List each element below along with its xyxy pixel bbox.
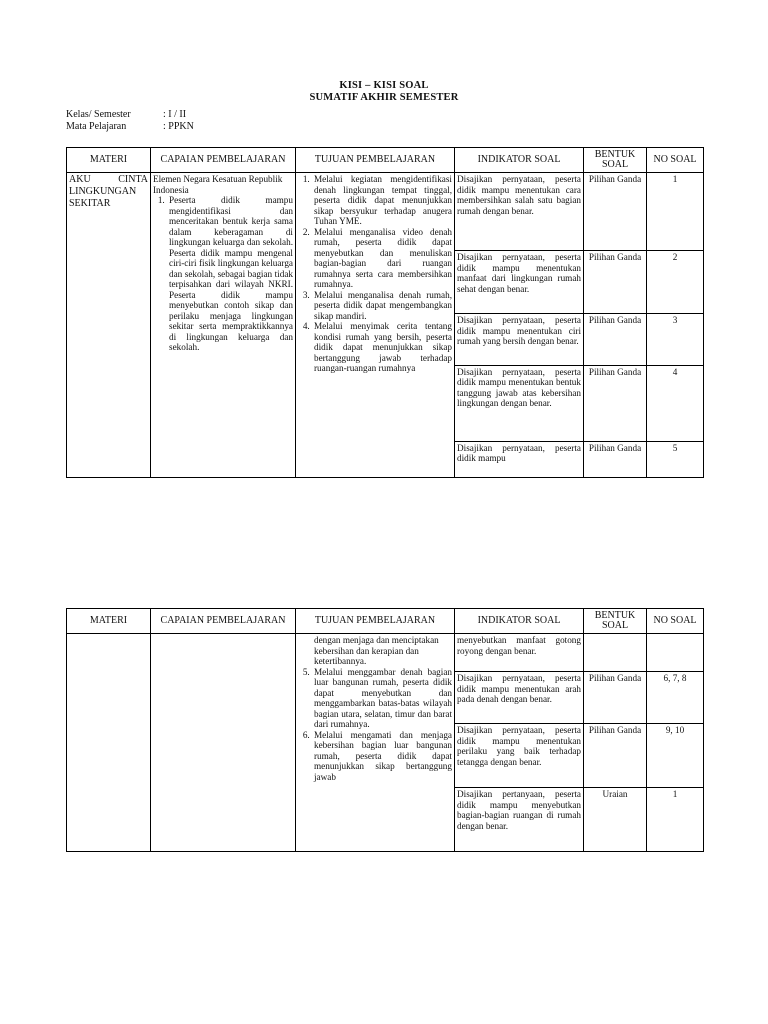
tujuan-item-2: 2. Melalui menganalisa video denah rumah, peserta didik dapat menyebutkan dan menuliskan bagian-bagian dari ruangan rumahnya serta cara membersihkan rumahnya. xyxy=(312,227,452,290)
materi-cell: AKU CINTA LINGKUNGAN SEKITAR xyxy=(67,173,151,478)
no-cell: 1 xyxy=(647,788,704,852)
col-header-materi: MATERI xyxy=(67,609,151,634)
bentuk-cell: Pilihan Ganda xyxy=(584,672,647,724)
doc-title-line1: KISI – KISI SOAL xyxy=(339,80,429,91)
capaian-cell xyxy=(151,173,296,478)
col-header-tujuan: TUJUAN PEMBELAJARAN xyxy=(296,148,455,173)
indikator-cell: Disajikan pernyataan, peserta didik mampu menentukan ciri rumah yang bersih dengan benar. xyxy=(455,314,584,365)
indikator-cell: Disajikan pernyataan, peserta didik mampu menentukan perilaku yang baik terhadap tetangga dengan benar. xyxy=(455,724,584,788)
col-header-indikator: INDIKATOR SOAL xyxy=(455,609,584,634)
table-row xyxy=(67,173,704,251)
bentuk-cell: Pilihan Ganda xyxy=(584,314,647,365)
kisi-table-1 xyxy=(66,147,704,478)
bentuk-cell: Pilihan Ganda xyxy=(584,441,647,477)
no-cell: 3 xyxy=(647,314,704,365)
indikator-cell: Disajikan pernyataan, peserta didik mampu menentukan manfaat dari lingkungan rumah sehat dengan benar. xyxy=(455,251,584,314)
bentuk-cell: Pilihan Ganda xyxy=(584,724,647,788)
no-cell: 6, 7, 8 xyxy=(647,672,704,724)
tujuan-item-6: 6. Melalui mengamati dan menjaga kebersihan bagian luar bangunan rumah, peserta didik dapat menunjukkan sikap bertanggung jawab xyxy=(312,730,452,783)
no-cell: 5 xyxy=(647,441,704,477)
bentuk-cell: Pilihan Ganda xyxy=(584,173,647,251)
capaian-cell xyxy=(151,634,296,852)
col-header-indikator: INDIKATOR SOAL xyxy=(455,148,584,173)
indikator-cell: Disajikan pernyataan, peserta didik mampu menentukan cara membersihkan salah satu bagian rumah dengan benar. xyxy=(455,173,584,251)
tujuan-item-5: 5. Melalui menggambar denah bagian luar bangunan rumah, peserta didik dapat menyebutkan dan menggambarkan batas-batas wilayah bagian utara, selatan, timur dan barat dari rumahnya. xyxy=(312,667,452,730)
kisi-table-2 xyxy=(66,608,704,852)
no-cell: 9, 10 xyxy=(647,724,704,788)
meta-mapel-value: : PPKN xyxy=(163,121,194,132)
capaian-item: 1. Peserta didik mampu mengidentifikasi dan menceritakan bentuk kerja sama dalam keberagaman di lingkungan keluarga dan sekolah. Peserta didik mampu mengenal ciri-ciri fisik lingkungan keluarga dan sekolah, sebagai bagian tidak terpisahkan dari wilayah NKRI. Peserta didik mampu menyebutkan contoh sikap dan perilaku menjaga lingkungan sekitar serta mempraktikkannya di lingkungan keluarga dan sekolah. xyxy=(167,195,293,353)
col-header-tujuan: TUJUAN PEMBELAJARAN xyxy=(296,609,455,634)
indikator-cell: Disajikan pernyataan, peserta didik mampu menentukan arah pada denah dengan benar. xyxy=(455,672,584,724)
bentuk-cell: Pilihan Ganda xyxy=(584,251,647,314)
no-cell xyxy=(647,634,704,672)
col-header-no: NO SOAL xyxy=(647,609,704,634)
table-header-row xyxy=(67,148,704,173)
indikator-cell: Disajikan pertanyaan, peserta didik mampu menyebutkan bagian-bagian ruangan di rumah dengan benar. xyxy=(455,788,584,852)
bentuk-cell: Uraian xyxy=(584,788,647,852)
tujuan-continuation: dengan menjaga dan menciptakan kebersihan dan kerapian dan ketertibannya. xyxy=(314,635,439,666)
no-cell: 2 xyxy=(647,251,704,314)
meta-mapel xyxy=(66,121,194,132)
indikator-cell: menyebutkan manfaat gotong royong dengan benar. xyxy=(455,634,584,672)
doc-title-line2: SUMATIF AKHIR SEMESTER xyxy=(309,92,459,103)
tujuan-item-4: 4. Melalui menyimak cerita tentang kondisi rumah yang bersih, peserta didik dapat menunjukkan sikap bertanggung jawab terhadap ruangan-ruangan rumahnya xyxy=(312,321,452,374)
tujuan-cell xyxy=(296,634,455,852)
col-header-no: NO SOAL xyxy=(647,148,704,173)
table-row xyxy=(67,634,704,672)
col-header-bentuk: BENTUK SOAL xyxy=(584,609,647,634)
tujuan-item-3: 3. Melalui menganalisa denah rumah, peserta didik dapat mengembangkan sikap mandiri. xyxy=(312,290,452,322)
bentuk-cell xyxy=(584,634,647,672)
meta-mapel-label: Mata Pelajaran xyxy=(66,121,127,132)
tujuan-item-1: 1. Melalui kegiatan mengidentifikasi denah lingkungan tempat tinggal, peserta didik dapat menunjukkan sikap bersyukur terhadap anugera Tuhan YME. xyxy=(312,174,452,227)
col-header-bentuk: BENTUK SOAL xyxy=(584,148,647,173)
col-header-materi: MATERI xyxy=(67,148,151,173)
col-header-capaian: CAPAIAN PEMBELAJARAN xyxy=(151,609,296,634)
meta-kelas-label: Kelas/ Semester xyxy=(66,109,131,120)
meta-kelas-value: : I / II xyxy=(163,109,187,120)
tujuan-cell xyxy=(296,173,455,478)
materi-cell xyxy=(67,634,151,852)
indikator-cell: Disajikan pernyataan, peserta didik mampu menentukan bentuk tanggung jawab atas kebersihan lingkungan dengan benar. xyxy=(455,365,584,441)
no-cell: 1 xyxy=(647,173,704,251)
bentuk-cell: Pilihan Ganda xyxy=(584,365,647,441)
table-header-row xyxy=(67,609,704,634)
indikator-cell: Disajikan pernyataan, peserta didik mampu xyxy=(455,441,584,477)
col-header-capaian: CAPAIAN PEMBELAJARAN xyxy=(151,148,296,173)
meta-kelas xyxy=(66,109,186,120)
capaian-intro: Elemen Negara Kesatuan Republik Indonesia xyxy=(153,174,283,195)
no-cell: 4 xyxy=(647,365,704,441)
